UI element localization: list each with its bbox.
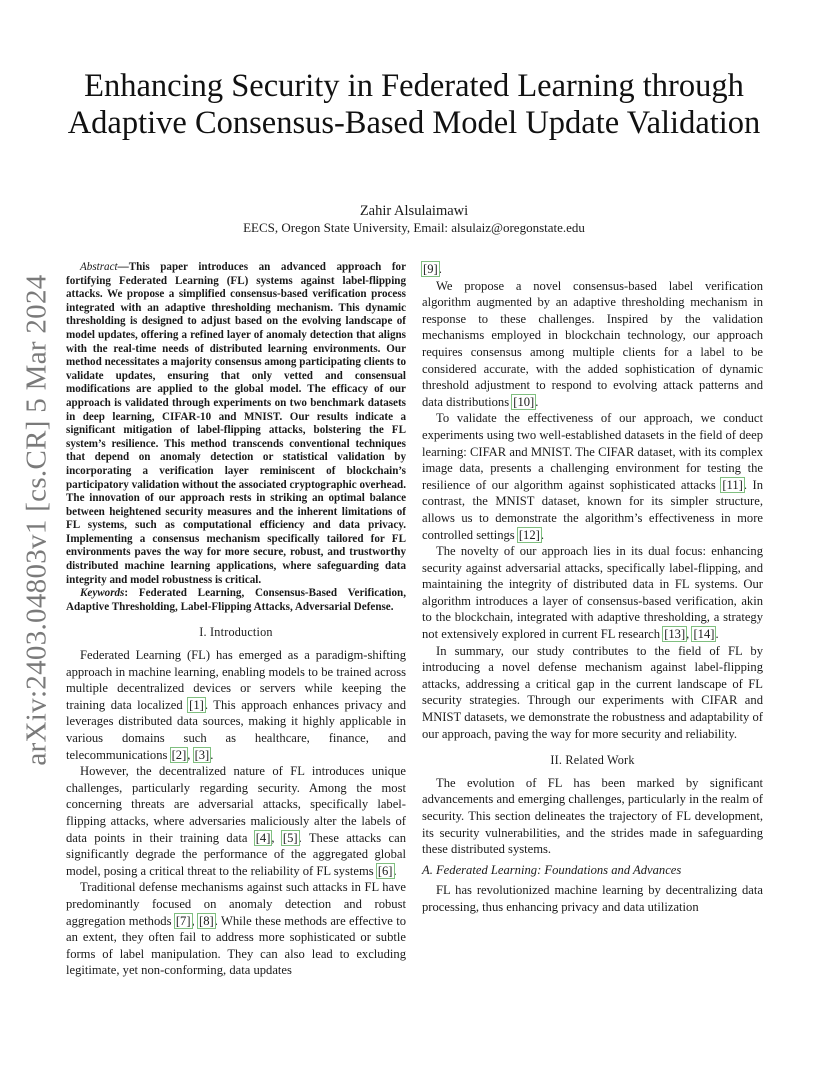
citation-link[interactable]: [9] — [423, 262, 438, 276]
paper-title: Enhancing Security in Federated Learning through Adaptive Consensus-Based Model Update Validation — [67, 68, 761, 141]
author-name: Zahir Alsulaimawi — [359, 203, 469, 219]
paragraph-text: . — [535, 394, 539, 409]
paragraph-text: . This approach enhances privacy and leverages distributed data sources, making it highly applicable in various domains such as healthcare, finance, and telecommunications — [66, 697, 406, 762]
paragraph-text: We propose a novel consensus-based label verification algorithm augmented by an adaptive thresholding mechanism in response to these challenges. Inspired by the validation mechanisms employed in blockchain technology, our approach requires consensus among multiple clients for a label to be considered accurate, with the added sophistication of dynamic threshold adjustment to respond to evolving attack patterns and data distributions — [422, 278, 763, 409]
paragraph-text: Federated Learning (FL) has emerged as a paradigm-shifting approach in machine learning, enabling models to be trained across multiple decentralized devices or servers while keeping the training data localized — [66, 648, 406, 712]
citation-link[interactable]: [2] — [171, 747, 187, 762]
paragraph-text: However, the decentralized nature of FL introduces unique challenges, particularly regarding security. Among the most concerning threats are adversarial attacks, specifically label-flipping attacks, where adversaries maliciously alter the labels of data points in their training data — [66, 764, 406, 845]
citation-link[interactable]: [11] — [722, 477, 743, 492]
citation-link[interactable]: [5] — [282, 830, 298, 845]
citation-link[interactable]: [6] — [377, 863, 393, 878]
paragraph-text: Traditional defense mechanisms against such attacks in FL have predominantly focused on anomaly detection and robust aggregation methods — [66, 880, 406, 928]
paragraph-text: . These attacks can significantly degrade the performance of the aggregated global model, posing a critical threat to the reliability of FL systems — [66, 830, 406, 878]
related-work-paragraph-2: FL has revolutionized machine learning by decentralizing data processing, thus enhancing privacy and data utilization — [422, 883, 763, 914]
intro-paragraph-6 — [422, 543, 763, 643]
paragraph-text: . — [393, 863, 397, 878]
citation-link[interactable]: [12] — [518, 527, 540, 542]
arxiv-identifier: arXiv:2403.04803v1 [cs.CR] 5 Mar 2024 — [20, 274, 53, 766]
keywords — [66, 587, 406, 614]
keywords-label: Keywords — [80, 587, 125, 600]
abstract-label: Abstract — [80, 261, 118, 273]
paragraph-text: The novelty of our approach lies in its dual focus: enhancing security against adversarial attacks, specifically label-flipping, and maintaining the integrity of distributed data in FL systems. Our algorithm introduces a layer of consensus-based verification, akin to the blockchain, integrated with adaptive thresholding, a strategy not extensively explored in current FL research — [422, 544, 763, 642]
citation-separator: , — [686, 627, 693, 642]
paragraph-text: . In contrast, the MNIST dataset, known for its simpler structure, allows us to demonstrate the algorithm’s effectiveness in more controlled settings — [422, 477, 763, 542]
citation-link[interactable]: [3] — [194, 747, 210, 762]
paragraph-text: . — [210, 747, 214, 762]
intro-paragraph-3 — [66, 879, 406, 979]
citation-link[interactable]: [4] — [255, 830, 271, 845]
paragraph-text: . While these methods are effective to an extent, they often fail to address more sophisticated or subtle forms of label manipulation. They can also lead to excluding legitimate, yet non-conforming, data updates — [66, 913, 407, 978]
intro-paragraph-5 — [422, 410, 763, 543]
citation-link[interactable]: [7] — [175, 913, 191, 928]
paragraph-text: . — [540, 527, 544, 542]
intro-paragraph-2 — [66, 763, 406, 879]
citation-link[interactable]: [14] — [693, 627, 715, 642]
intro-paragraph-7: In summary, our study contributes to the field of FL by introducing a novel defense mechanism against label-flipping attacks, addressing a critical gap in the current landscape of FL security strategies. Through our experiments with CIFAR and MNIST datasets, we demonstrate the robustness and adaptability of our approach, paving the way for more security and reliability. — [422, 643, 763, 741]
arxiv-side-stamp — [14, 274, 60, 766]
paragraph-text: . — [438, 262, 442, 276]
citation-link[interactable]: [13] — [664, 627, 686, 642]
citation-separator: , — [187, 747, 194, 762]
intro-paragraph-3-continued — [422, 261, 763, 278]
subsection-heading: A. Federated Learning: Foundations and Advances — [422, 862, 682, 877]
abstract-text: —This paper introduces an advanced approach for fortifying Federated Learning (FL) systems against label-flipping attacks. We propose a simplified consensus-based verification process integrated with an adaptive thresholding mechanism. This dynamic thresholding is designed to adjust based on the evolving landscape of model updates, offering a refined layer of anomaly detection that aligns with the real-time needs of distributed learning environments. Our method necessitates a majority consensus among participating clients to validate updates, ensuring that only vetted and consensual modifications are applied to the global model. The efficacy of our approach is validated through experiments on two benchmark datasets in deep learning, CIFAR-10 and MNIST. Our results indicate a significant mitigation of label-flipping attacks, bolstering the FL system’s resilience. This method transcends conventional techniques that depend on anomaly detection or statistical validation by incorporating a verification layer reminiscent of blockchain’s participatory validation without the associated cryptographic overhead. The innovation of our approach rests in striking an optimal balance between heightened security measures and the inherent limitations of FL systems, such as computational efficiency and data privacy. Implementing a consensus mechanism specifically tailored for FL environments paves the way for more secure, robust, and trustworthy distributed machine learning applications, where safeguarding data integrity and model robustness is critical. — [66, 261, 406, 586]
keywords-text: : Federated Learning, Consensus-Based Verification, Adaptive Thresholding, Label-Flipping Attacks, Adversarial Defense. — [66, 587, 406, 613]
citation-separator: , — [271, 830, 282, 845]
left-column — [66, 261, 406, 979]
paragraph-text: To validate the effectiveness of our approach, we conduct experiments using two well-established datasets in the field of deep learning: CIFAR and MNIST. The CIFAR dataset, with its complex image data, presents a challenging environment for testing the resilience of our algorithm against sophisticated attacks — [422, 411, 763, 492]
citation-separator: , — [191, 913, 199, 928]
paragraph-text: . — [715, 627, 719, 642]
section-heading-related-work: II. Related Work — [550, 753, 635, 768]
intro-paragraph-1 — [66, 647, 406, 763]
intro-paragraph-4 — [422, 278, 763, 411]
author-affiliation: EECS, Oregon State University, Email: alsulaiz@oregonstate.edu — [243, 220, 585, 235]
abstract — [66, 261, 406, 587]
related-work-paragraph-1: The evolution of FL has been marked by significant advancements and emerging challenges, particularly in the realm of security. This section delineates the trajectory of FL development, its security vulnerabilities, and the strides made in safeguarding these distributed systems. — [422, 775, 763, 857]
citation-link[interactable]: [10] — [513, 394, 535, 409]
right-column — [422, 261, 763, 916]
section-heading-introduction: I. Introduction — [199, 625, 273, 640]
citation-link[interactable]: [1] — [189, 697, 204, 712]
citation-link[interactable]: [8] — [199, 913, 214, 928]
